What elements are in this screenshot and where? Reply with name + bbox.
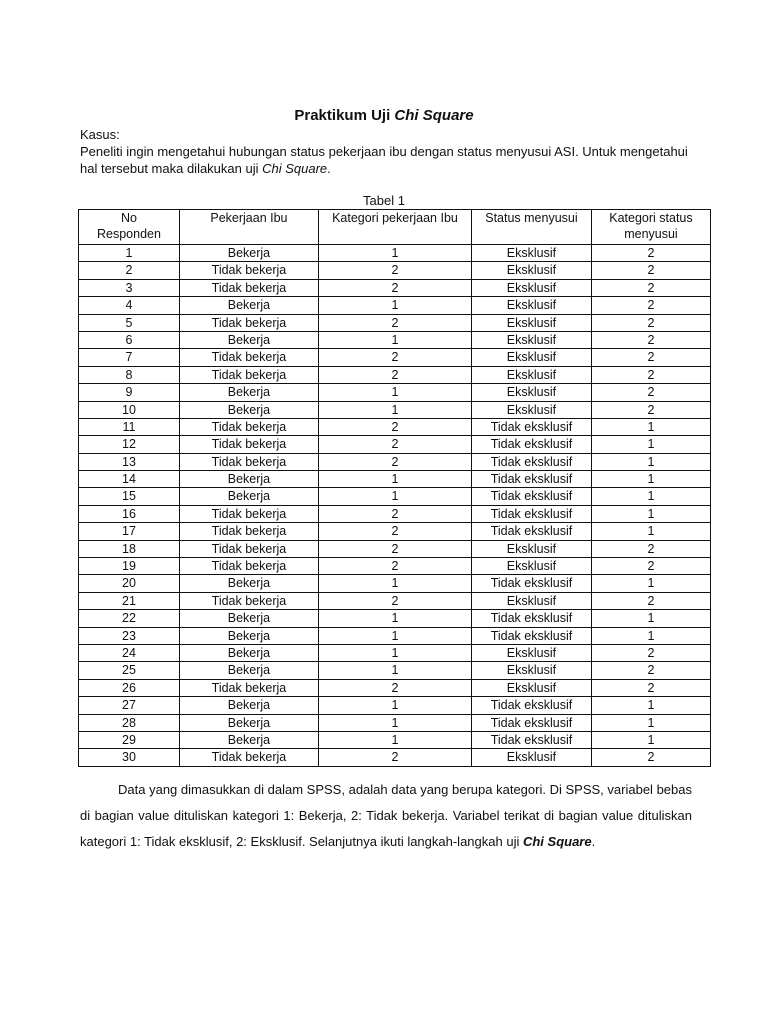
cell-no: 6 <box>79 331 180 348</box>
cell-status: Eksklusif <box>471 662 591 679</box>
cell-kategori-pekerjaan: 2 <box>318 558 471 575</box>
table-row <box>79 575 711 592</box>
cell-pekerjaan: Tidak bekerja <box>179 262 318 279</box>
table-row <box>79 540 711 557</box>
cell-kategori-status: 2 <box>591 349 710 366</box>
cell-kategori-status: 2 <box>591 245 710 262</box>
cell-kategori-status: 1 <box>591 575 710 592</box>
cell-kategori-pekerjaan: 1 <box>318 697 471 714</box>
explanation-paragraph <box>80 777 692 855</box>
header-pekerjaan-ibu: Pekerjaan Ibu <box>179 210 318 245</box>
case-emphasis: Chi Square <box>262 161 328 176</box>
cell-kategori-pekerjaan: 1 <box>318 471 471 488</box>
cell-status: Tidak eksklusif <box>471 505 591 522</box>
cell-no: 5 <box>79 314 180 331</box>
cell-pekerjaan: Tidak bekerja <box>179 523 318 540</box>
cell-kategori-pekerjaan: 1 <box>318 297 471 314</box>
cell-kategori-status: 2 <box>591 592 710 609</box>
cell-pekerjaan: Bekerja <box>179 644 318 661</box>
cell-kategori-status: 1 <box>591 627 710 644</box>
cell-no: 12 <box>79 436 180 453</box>
header-kategori-pekerjaan: Kategori pekerjaan Ibu <box>318 210 471 245</box>
header-status-menyusui: Status menyusui <box>471 210 591 245</box>
cell-kategori-pekerjaan: 1 <box>318 714 471 731</box>
cell-pekerjaan: Tidak bekerja <box>179 540 318 557</box>
table-row <box>79 644 711 661</box>
cell-kategori-pekerjaan: 2 <box>318 262 471 279</box>
paragraph-end: . <box>591 834 596 849</box>
cell-pekerjaan: Bekerja <box>179 627 318 644</box>
table-row <box>79 453 711 470</box>
cell-pekerjaan: Bekerja <box>179 575 318 592</box>
cell-no: 2 <box>79 262 180 279</box>
cell-no: 21 <box>79 592 180 609</box>
table-row <box>79 297 711 314</box>
cell-status: Eksklusif <box>471 349 591 366</box>
cell-pekerjaan: Bekerja <box>179 245 318 262</box>
cell-status: Eksklusif <box>471 749 591 766</box>
cell-no: 22 <box>79 610 180 627</box>
cell-pekerjaan: Bekerja <box>179 401 318 418</box>
cell-status: Eksklusif <box>471 331 591 348</box>
cell-no: 1 <box>79 245 180 262</box>
title-emphasis: Chi Square <box>394 107 474 124</box>
table-row <box>79 331 711 348</box>
cell-status: Tidak eksklusif <box>471 575 591 592</box>
cell-no: 20 <box>79 575 180 592</box>
cell-status: Tidak eksklusif <box>471 488 591 505</box>
cell-kategori-pekerjaan: 2 <box>318 418 471 435</box>
cell-pekerjaan: Tidak bekerja <box>179 505 318 522</box>
cell-pekerjaan: Tidak bekerja <box>179 349 318 366</box>
cell-kategori-status: 2 <box>591 384 710 401</box>
cell-kategori-pekerjaan: 2 <box>318 592 471 609</box>
case-text: Peneliti ingin mengetahui hubungan status pekerjaan ibu dengan status menyusui ASI. Untuk mengetahui hal tersebut maka dilakukan uji <box>80 144 688 176</box>
cell-no: 26 <box>79 679 180 696</box>
cell-kategori-pekerjaan: 1 <box>318 627 471 644</box>
cell-kategori-pekerjaan: 2 <box>318 679 471 696</box>
cell-kategori-pekerjaan: 1 <box>318 662 471 679</box>
cell-kategori-pekerjaan: 1 <box>318 731 471 748</box>
table-row <box>79 749 711 766</box>
header-no-responden: No Responden <box>79 210 180 245</box>
cell-pekerjaan: Bekerja <box>179 714 318 731</box>
cell-kategori-status: 2 <box>591 366 710 383</box>
cell-kategori-status: 2 <box>591 297 710 314</box>
table-row <box>79 314 711 331</box>
table-row <box>79 731 711 748</box>
cell-kategori-status: 2 <box>591 679 710 696</box>
table-row <box>79 592 711 609</box>
cell-kategori-status: 2 <box>591 558 710 575</box>
cell-no: 10 <box>79 401 180 418</box>
cell-no: 25 <box>79 662 180 679</box>
case-label: Kasus: <box>80 127 120 142</box>
cell-kategori-pekerjaan: 2 <box>318 314 471 331</box>
cell-kategori-pekerjaan: 2 <box>318 505 471 522</box>
cell-kategori-pekerjaan: 1 <box>318 610 471 627</box>
table-row <box>79 523 711 540</box>
table-row <box>79 262 711 279</box>
title-text: Praktikum Uji <box>294 107 391 124</box>
cell-pekerjaan: Tidak bekerja <box>179 279 318 296</box>
cell-status: Eksklusif <box>471 279 591 296</box>
cell-no: 18 <box>79 540 180 557</box>
cell-pekerjaan: Bekerja <box>179 384 318 401</box>
table-row <box>79 627 711 644</box>
cell-no: 7 <box>79 349 180 366</box>
cell-no: 8 <box>79 366 180 383</box>
cell-status: Eksklusif <box>471 297 591 314</box>
cell-no: 17 <box>79 523 180 540</box>
cell-no: 19 <box>79 558 180 575</box>
table-row <box>79 366 711 383</box>
cell-kategori-pekerjaan: 1 <box>318 488 471 505</box>
cell-pekerjaan: Tidak bekerja <box>179 418 318 435</box>
cell-no: 16 <box>79 505 180 522</box>
page-title <box>0 106 768 126</box>
table-row <box>79 558 711 575</box>
cell-pekerjaan: Bekerja <box>179 297 318 314</box>
cell-pekerjaan: Tidak bekerja <box>179 749 318 766</box>
cell-pekerjaan: Tidak bekerja <box>179 592 318 609</box>
cell-kategori-status: 1 <box>591 714 710 731</box>
cell-kategori-pekerjaan: 2 <box>318 349 471 366</box>
cell-no: 13 <box>79 453 180 470</box>
cell-kategori-status: 1 <box>591 471 710 488</box>
cell-kategori-status: 2 <box>591 331 710 348</box>
table-row <box>79 384 711 401</box>
table-row <box>79 401 711 418</box>
table-header-row <box>79 210 711 245</box>
cell-kategori-status: 1 <box>591 731 710 748</box>
cell-status: Eksklusif <box>471 679 591 696</box>
table-row <box>79 418 711 435</box>
table-row <box>79 714 711 731</box>
cell-no: 3 <box>79 279 180 296</box>
cell-kategori-status: 1 <box>591 453 710 470</box>
cell-status: Tidak eksklusif <box>471 714 591 731</box>
cell-kategori-pekerjaan: 1 <box>318 384 471 401</box>
cell-pekerjaan: Tidak bekerja <box>179 314 318 331</box>
cell-status: Tidak eksklusif <box>471 418 591 435</box>
table-row <box>79 610 711 627</box>
cell-kategori-status: 2 <box>591 644 710 661</box>
cell-kategori-pekerjaan: 1 <box>318 331 471 348</box>
cell-status: Eksklusif <box>471 401 591 418</box>
table-caption: Tabel 1 <box>363 193 405 208</box>
cell-status: Tidak eksklusif <box>471 731 591 748</box>
cell-kategori-status: 2 <box>591 262 710 279</box>
paragraph-text: Data yang dimasukkan di dalam SPSS, adalah data yang berupa kategori. Di SPSS, variabel bebas di bagian value dituliskan kategori 1: Bekerja, 2: Tidak bekerja. Variabel terikat di bagian value dituliskan kategori 1: Tidak eksklusif, 2: Eksklusif. Selanjutnya ikuti langkah-langkah uji <box>80 782 692 849</box>
data-table <box>78 209 711 767</box>
cell-kategori-pekerjaan: 2 <box>318 749 471 766</box>
cell-pekerjaan: Tidak bekerja <box>179 558 318 575</box>
header-kategori-status: Kategori status menyusui <box>591 210 710 245</box>
cell-kategori-pekerjaan: 2 <box>318 453 471 470</box>
cell-pekerjaan: Bekerja <box>179 697 318 714</box>
cell-kategori-status: 2 <box>591 540 710 557</box>
cell-kategori-pekerjaan: 1 <box>318 401 471 418</box>
cell-no: 11 <box>79 418 180 435</box>
cell-status: Tidak eksklusif <box>471 471 591 488</box>
cell-kategori-status: 1 <box>591 523 710 540</box>
table-row <box>79 505 711 522</box>
cell-kategori-status: 2 <box>591 662 710 679</box>
case-end: . <box>327 161 331 176</box>
cell-pekerjaan: Bekerja <box>179 488 318 505</box>
table-row <box>79 245 711 262</box>
cell-kategori-pekerjaan: 1 <box>318 245 471 262</box>
cell-kategori-pekerjaan: 1 <box>318 575 471 592</box>
cell-kategori-status: 2 <box>591 749 710 766</box>
table-row <box>79 697 711 714</box>
cell-no: 29 <box>79 731 180 748</box>
cell-kategori-pekerjaan: 2 <box>318 436 471 453</box>
paragraph-emphasis: Chi Square <box>522 834 592 849</box>
cell-status: Eksklusif <box>471 644 591 661</box>
cell-no: 30 <box>79 749 180 766</box>
cell-kategori-status: 1 <box>591 505 710 522</box>
cell-pekerjaan: Bekerja <box>179 731 318 748</box>
cell-pekerjaan: Tidak bekerja <box>179 366 318 383</box>
cell-status: Eksklusif <box>471 245 591 262</box>
cell-status: Tidak eksklusif <box>471 610 591 627</box>
cell-kategori-pekerjaan: 2 <box>318 279 471 296</box>
cell-kategori-status: 2 <box>591 401 710 418</box>
cell-status: Tidak eksklusif <box>471 436 591 453</box>
cell-status: Eksklusif <box>471 262 591 279</box>
cell-no: 28 <box>79 714 180 731</box>
cell-pekerjaan: Bekerja <box>179 331 318 348</box>
table-row <box>79 349 711 366</box>
cell-pekerjaan: Tidak bekerja <box>179 679 318 696</box>
cell-kategori-pekerjaan: 2 <box>318 540 471 557</box>
cell-status: Eksklusif <box>471 558 591 575</box>
table-row <box>79 679 711 696</box>
cell-kategori-pekerjaan: 2 <box>318 523 471 540</box>
cell-no: 4 <box>79 297 180 314</box>
cell-pekerjaan: Tidak bekerja <box>179 436 318 453</box>
cell-no: 24 <box>79 644 180 661</box>
cell-pekerjaan: Bekerja <box>179 471 318 488</box>
cell-kategori-status: 1 <box>591 436 710 453</box>
cell-no: 27 <box>79 697 180 714</box>
cell-pekerjaan: Bekerja <box>179 662 318 679</box>
cell-no: 15 <box>79 488 180 505</box>
cell-pekerjaan: Tidak bekerja <box>179 453 318 470</box>
cell-kategori-status: 2 <box>591 314 710 331</box>
table-row <box>79 662 711 679</box>
cell-kategori-status: 1 <box>591 418 710 435</box>
cell-kategori-status: 1 <box>591 697 710 714</box>
cell-kategori-status: 1 <box>591 488 710 505</box>
cell-no: 9 <box>79 384 180 401</box>
table-row <box>79 436 711 453</box>
cell-pekerjaan: Bekerja <box>179 610 318 627</box>
cell-status: Eksklusif <box>471 592 591 609</box>
cell-kategori-status: 1 <box>591 610 710 627</box>
cell-status: Eksklusif <box>471 314 591 331</box>
cell-status: Tidak eksklusif <box>471 453 591 470</box>
cell-kategori-pekerjaan: 1 <box>318 644 471 661</box>
cell-status: Eksklusif <box>471 366 591 383</box>
cell-no: 14 <box>79 471 180 488</box>
cell-status: Tidak eksklusif <box>471 523 591 540</box>
cell-status: Tidak eksklusif <box>471 697 591 714</box>
cell-kategori-pekerjaan: 2 <box>318 366 471 383</box>
cell-no: 23 <box>79 627 180 644</box>
cell-status: Tidak eksklusif <box>471 627 591 644</box>
cell-status: Eksklusif <box>471 384 591 401</box>
table-row <box>79 488 711 505</box>
table-body <box>79 245 711 767</box>
table-row <box>79 471 711 488</box>
cell-kategori-status: 2 <box>591 279 710 296</box>
table-row <box>79 279 711 296</box>
cell-status: Eksklusif <box>471 540 591 557</box>
case-description <box>80 143 695 177</box>
